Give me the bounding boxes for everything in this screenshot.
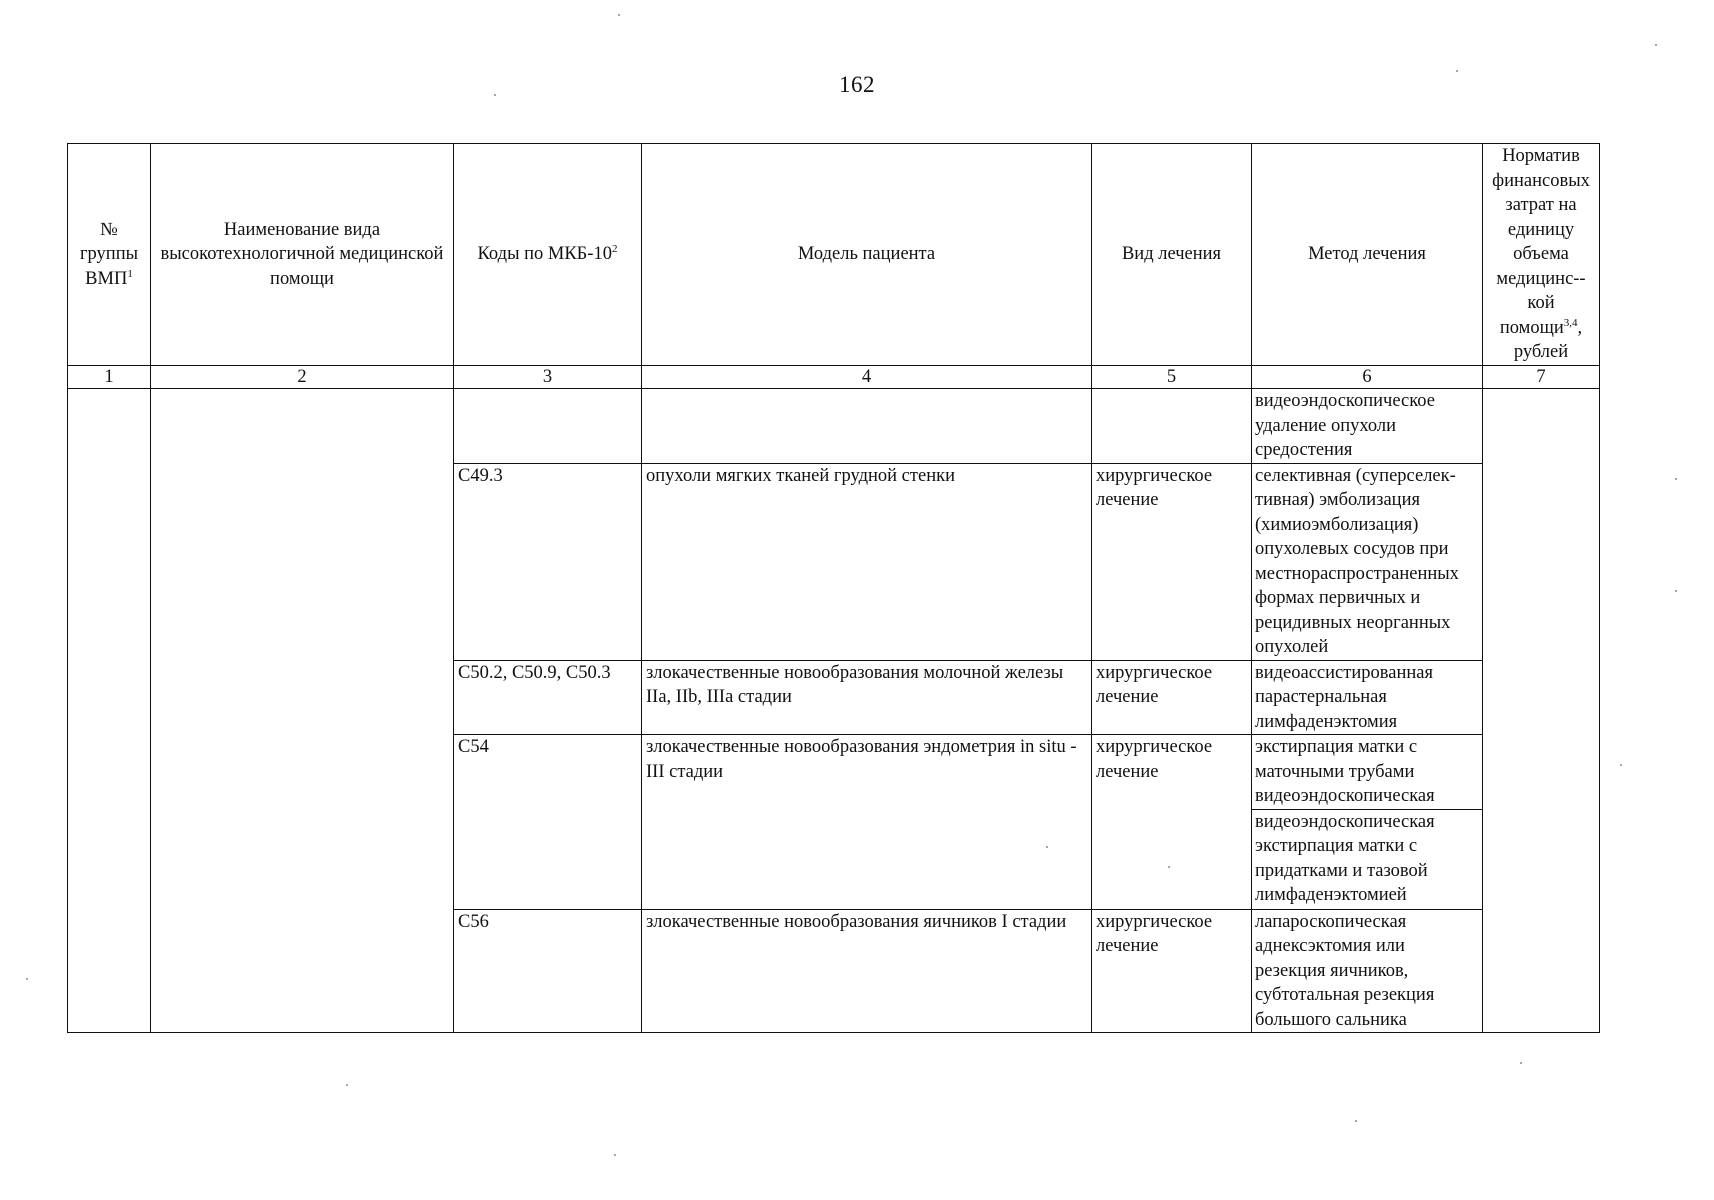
patient-model-cell: злокачественные новообразования молочной железы IIa, IIb, IIIa стадии xyxy=(642,660,1092,735)
column-number: 7 xyxy=(1483,366,1600,389)
header-treatment-method: Метод лечения xyxy=(1252,144,1483,366)
treatment-method-cell: видеоэндоскопическая экстирпация матки с придатками и тазовой лимфаденэктомией xyxy=(1252,809,1483,909)
treatment-type-cell: хирургическое лечение xyxy=(1092,463,1252,660)
column-number: 5 xyxy=(1092,366,1252,389)
group-number-cell xyxy=(68,389,151,1033)
icd-code-cell: C56 xyxy=(454,909,642,1033)
patient-model-cell xyxy=(642,389,1092,464)
treatment-type-cell xyxy=(1092,389,1252,464)
column-number: 3 xyxy=(454,366,642,389)
scan-speck xyxy=(1620,764,1622,766)
table-row xyxy=(68,389,1600,464)
column-number: 4 xyxy=(642,366,1092,389)
scan-speck xyxy=(346,1084,348,1086)
scan-speck xyxy=(1675,478,1677,480)
header-row xyxy=(68,144,1600,366)
scan-speck xyxy=(1168,866,1170,868)
header-patient-model: Модель пациента xyxy=(642,144,1092,366)
scan-speck xyxy=(1355,1120,1357,1122)
column-number: 1 xyxy=(68,366,151,389)
header-financial-norm: Норматив финансовых затрат на единицу объема медицинс-- кой помощи$^{3,4}$, рублей xyxy=(1483,144,1600,366)
header-group-number: № группы ВМП$^1$ xyxy=(68,144,151,366)
patient-model-cell: злокачественные новообразования яичников I стадии xyxy=(642,909,1092,1033)
scan-speck xyxy=(1456,70,1458,72)
patient-model-cell: опухоли мягких тканей грудной стенки xyxy=(642,463,1092,660)
patient-model-cell: злокачественные новообразования эндометрия in situ - III стадии xyxy=(642,735,1092,910)
column-number-row xyxy=(68,366,1600,389)
icd-code-cell xyxy=(454,389,642,464)
column-number: 6 xyxy=(1252,366,1483,389)
treatment-type-cell: хирургическое лечение xyxy=(1092,660,1252,735)
treatment-method-cell: селективная (суперселек-тивная) эмболизация (химиоэмболизация) опухолевых сосудов при местнораспространенных формах первичных и рецидивных неорганных опухолей xyxy=(1252,463,1483,660)
icd-code-cell: C54 xyxy=(454,735,642,910)
scan-speck xyxy=(1520,1062,1522,1064)
scan-speck xyxy=(618,14,620,16)
page-number: 162 xyxy=(839,72,875,97)
icd-code-cell: C50.2, C50.9, C50.3 xyxy=(454,660,642,735)
treatment-method-cell: экстирпация матки с маточными трубами видеоэндоскопическая xyxy=(1252,735,1483,810)
header-care-type-name: Наименование вида высокотехнологичной медицинской помощи xyxy=(151,144,454,366)
scan-speck xyxy=(1046,846,1048,848)
treatment-method-cell: видеоассистированная парастернальная лимфаденэктомия xyxy=(1252,660,1483,735)
care-type-name-cell xyxy=(151,389,454,1033)
treatment-type-cell: хирургическое лечение xyxy=(1092,909,1252,1033)
scan-speck xyxy=(26,978,28,980)
scan-speck xyxy=(1655,44,1657,46)
scan-speck xyxy=(614,1154,616,1156)
treatment-method-cell: видеоэндоскопическое удаление опухоли средостения xyxy=(1252,389,1483,464)
scan-speck xyxy=(494,94,496,96)
icd-code-cell: C49.3 xyxy=(454,463,642,660)
vmp-table xyxy=(67,143,1600,1033)
header-treatment-type: Вид лечения xyxy=(1092,144,1252,366)
column-number: 2 xyxy=(151,366,454,389)
treatment-type-cell: хирургическое лечение xyxy=(1092,735,1252,910)
header-icd-codes: Коды по МКБ-$10^2$ xyxy=(454,144,642,366)
scan-speck xyxy=(1675,590,1677,592)
financial-norm-cell xyxy=(1483,389,1600,1033)
treatment-method-cell: лапароскопическая аднексэктомия или резекция яичников, субтотальная резекция большого сальника xyxy=(1252,909,1483,1033)
